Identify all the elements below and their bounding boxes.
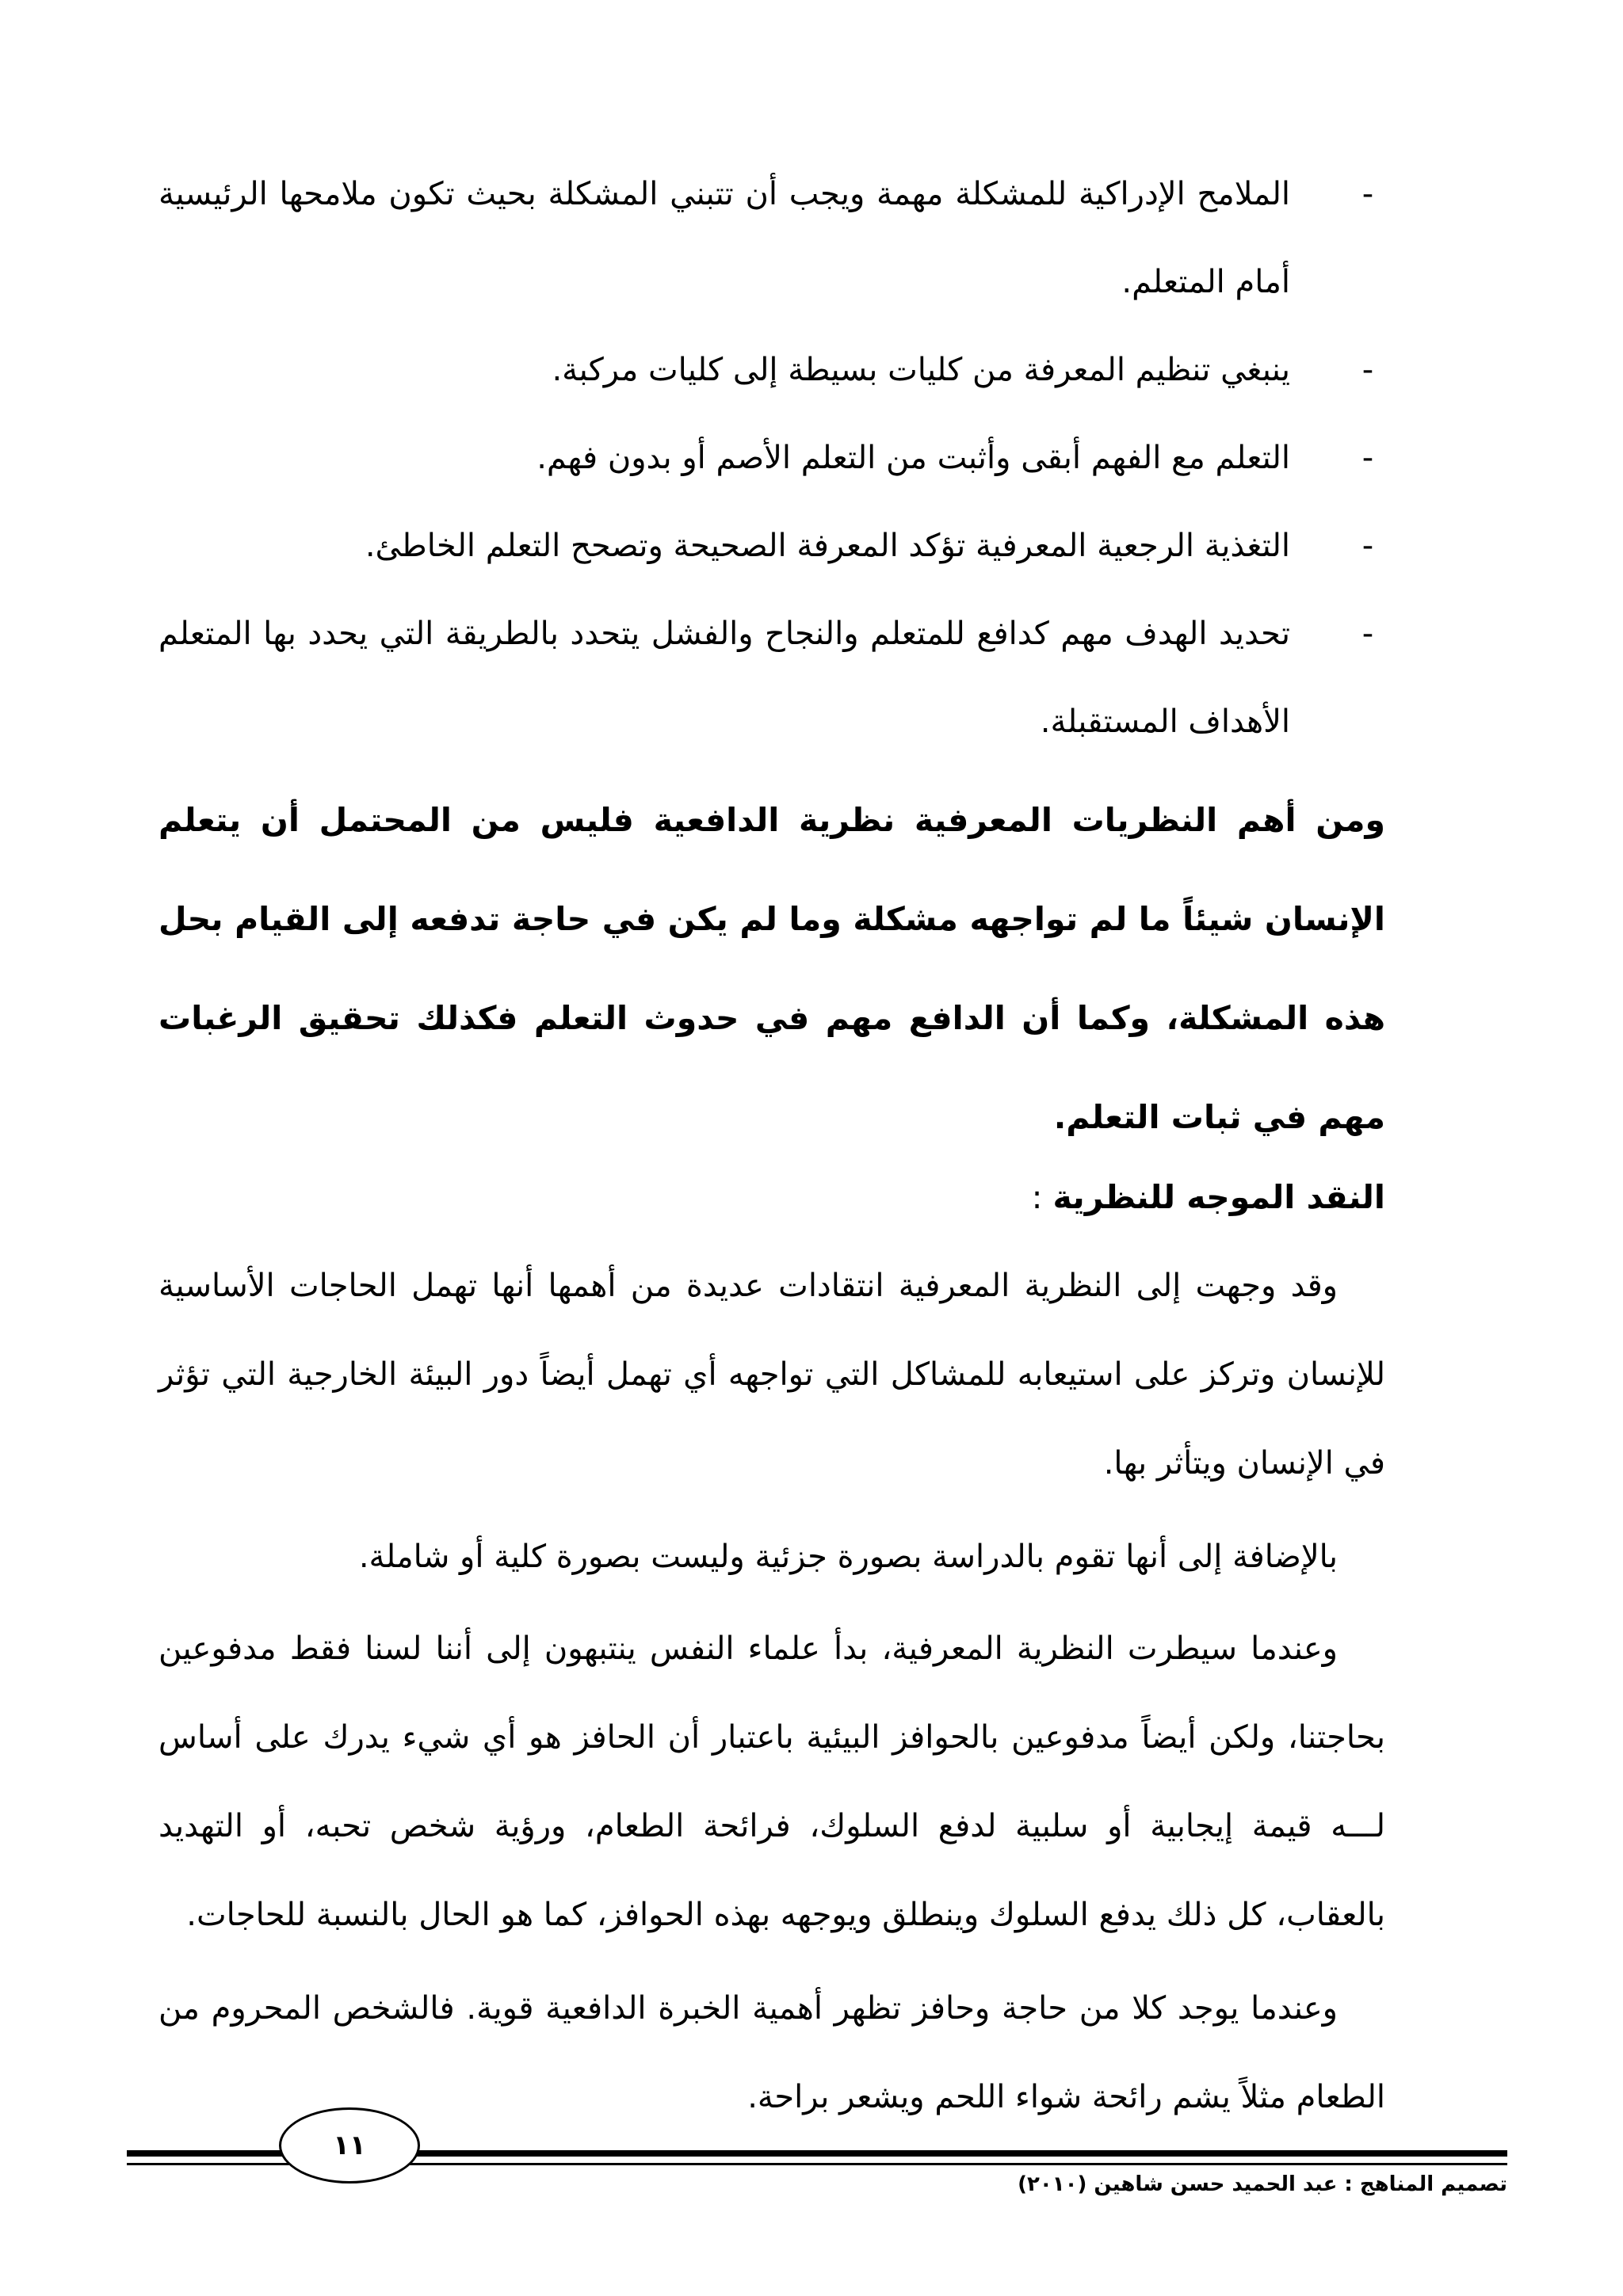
- motivation-theory-paragraph: ومن أهم النظريات المعرفية نظرية الدافعية فليس من المحتمل أن يتعلم الإنسان شيئاً ما لم تواجهه مشكلة وما لم يكن في حاجة تدفعه إلى القيام بحل هذه المشكلة، وكما أن الدافع مهم في حدوث التعلم فكذلك تحقيق الرغبات مهم في ثبات التعلم.: [158, 801, 1385, 1136]
- bullet-dash: -: [1361, 176, 1374, 212]
- bullet-item: [158, 590, 1385, 766]
- bullet-item: [158, 414, 1385, 502]
- bullet-dash: -: [1361, 352, 1374, 388]
- body-paragraph: وعندما يوجد كلا من حاجة وحافز تظهر أهمية الخبرة الدافعية قوية. فالشخص المحروم من الطعام مثلاً يشم رائحة شواء اللحم ويشعر براحة.: [158, 1990, 1385, 2115]
- body-paragraph: وقد وجهت إلى النظرية المعرفية انتقادات عديدة من أهمها أنها تهمل الحاجات الأساسية للإنسان وتركز على استيعابه للمشاكل التي تواجهه أي تهمل أيضاً دور البيئة الخارجية التي تؤثر في الإنسان ويتأثر بها.: [158, 1268, 1385, 1482]
- page-number-oval: [279, 2107, 420, 2183]
- bullet-item: [158, 502, 1385, 590]
- bullet-item: [158, 151, 1385, 326]
- bullet-text: الملامح الإدراكية للمشكلة مهمة ويجب أن تتبني المشكلة بحيث تكون ملامحها الرئيسية أمام المتعلم.: [158, 176, 1290, 300]
- bullet-text: تحديد الهدف مهم كدافع للمتعلم والنجاح والفشل يتحدد بالطريقة التي يحدد بها المتعلم الأهداف المستقبلة.: [158, 616, 1290, 740]
- page-content: [158, 151, 1385, 2142]
- section-heading: [158, 1158, 1385, 1237]
- body-paragraph: وعندما سيطرت النظرية المعرفية، بدأ علماء النفس ينتبهون إلى أننا لسنا فقط مدفوعين بحاجتنا، ولكن أيضاً مدفوعين بالحوافز البيئية باعتبار أن الحافز هو أي شيء يدرك على أساس لـــه قيمة إيجابية أو سلبية لدفع السلوك، فرائحة الطعام، ورؤية شخص تحبه، أو التهديد بالعقاب، كل ذلك يدفع السلوك وينطلق ويوجهه بهذه الحوافز، كما هو الحال بالنسبة للحاجات.: [158, 1630, 1385, 1933]
- bullet-text: ينبغي تنظيم المعرفة من كليات بسيطة إلى كليات مركبة.: [552, 352, 1290, 388]
- section-heading-text: النقد الموجه للنظرية: [1052, 1178, 1385, 1216]
- body-paragraph: بالإضافة إلى أنها تقوم بالدراسة بصورة جزئية وليست بصورة كلية أو شاملة.: [358, 1539, 1338, 1575]
- bullet-text: التغذية الرجعية المعرفية تؤكد المعرفة الصحيحة وتصحح التعلم الخاطئ.: [365, 528, 1290, 564]
- footer-credit: تصميم المناهج : عبد الحميد حسن شاهين (٢٠١٠): [1018, 2172, 1507, 2196]
- section-heading-colon: :: [1031, 1178, 1053, 1216]
- bullet-text: التعلم مع الفهم أبقى وأثبت من التعلم الأصم أو بدون فهم.: [537, 440, 1290, 476]
- bullet-dash: -: [1361, 528, 1374, 564]
- page-footer: [127, 2107, 1507, 2218]
- page-number: ١١: [333, 2130, 366, 2161]
- bullet-dash: -: [1361, 616, 1374, 652]
- bullet-dash: -: [1361, 440, 1374, 476]
- bullet-item: [158, 326, 1385, 414]
